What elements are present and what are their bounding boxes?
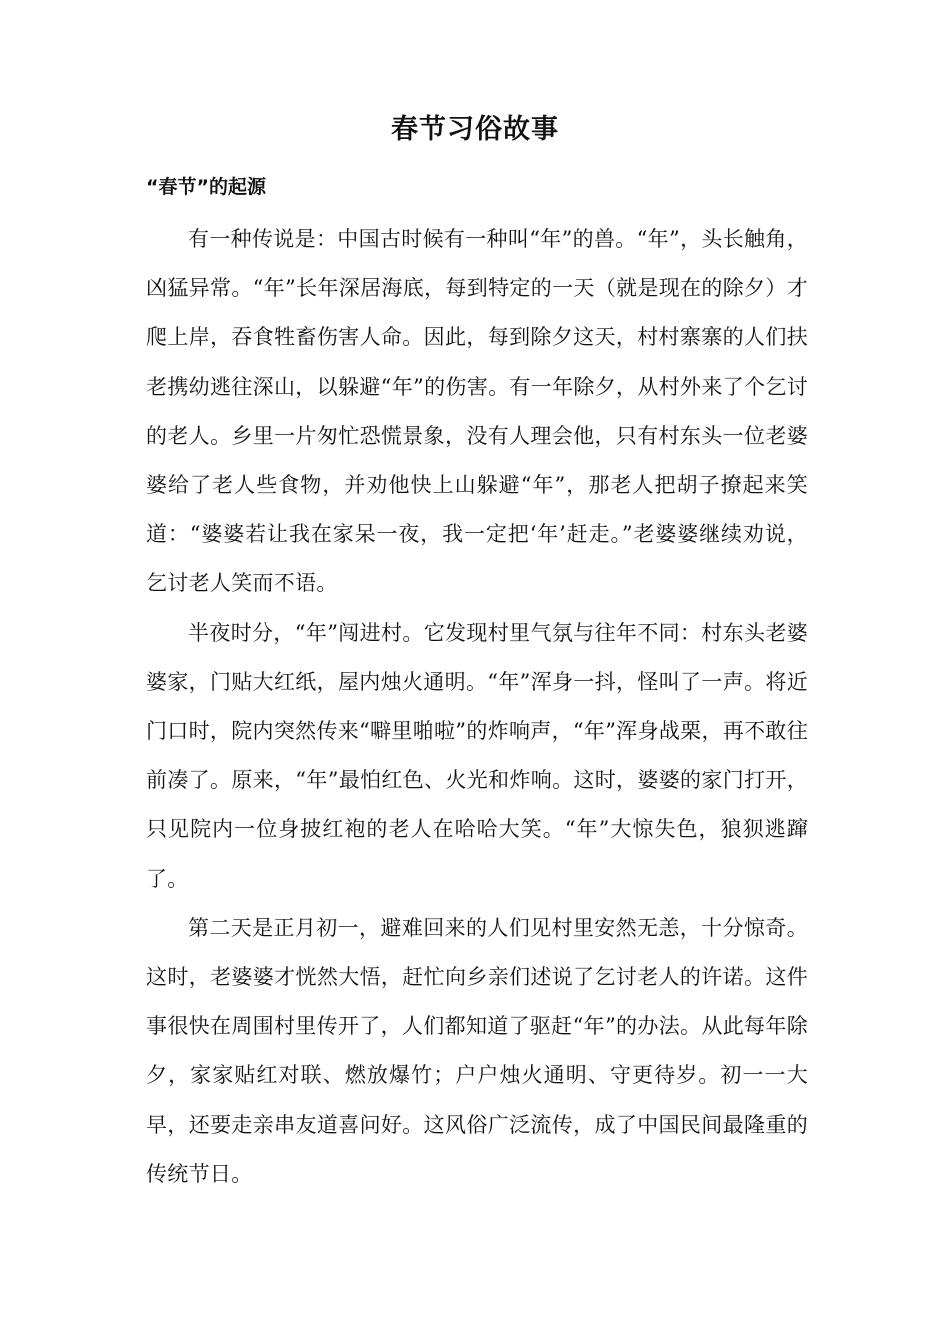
body-text <box>146 215 808 1199</box>
paragraph-3: 第二天是正月初一，避难回来的人们见村里安然无恙，十分惊奇。这时，老婆婆才恍然大悟，赶忙向乡亲们述说了乞讨老人的许诺。这件事很快在周围村里传开了，人们都知道了驱赶“年”的办法。从此每年除夕，家家贴红对联、燃放爆竹；户户烛火通明、守更待岁。初一一大早，还要走亲串友道喜问好。这风俗广泛流传，成了中国民间最隆重的传统节日。 <box>146 915 808 1186</box>
document-title: 春节习俗故事 <box>391 114 559 145</box>
paragraph-2: 半夜时分，“年”闯进村。它发现村里气氛与往年不同：村东头老婆婆家，门贴大红纸，屋内烛火通明。“年”浑身一抖，怪叫了一声。将近门口时，院内突然传来“噼里啪啦”的炸响声，“年”浑身战栗，再不敢往前凑了。原来，“年”最怕红色、火光和炸响。这时，婆婆的家门打开，只见院内一位身披红袍的老人在哈哈大笑。“年”大惊失色，狼狈逃蹿了。 <box>146 620 808 891</box>
paragraph-1: 有一种传说是：中国古时候有一种叫“年”的兽。“年”，头长触角，凶猛异常。“年”长年深居海底，每到特定的一天（就是现在的除夕）才爬上岸，吞食牲畜伤害人命。因此，每到除夕这天，村村寨寨的人们扶老携幼逃往深山，以躲避“年”的伤害。有一年除夕，从村外来了个乞讨的老人。乡里一片匆忙恐慌景象，没有人理会他，只有村东头一位老婆婆给了老人些食物，并劝他快上山躲避“年”，那老人把胡子撩起来笑道：“婆婆若让我在家呆一夜，我一定把‘年’赶走。”老婆婆继续劝说，乞讨老人笑而不语。 <box>146 227 808 596</box>
section-heading: “春节”的起源 <box>146 176 266 198</box>
